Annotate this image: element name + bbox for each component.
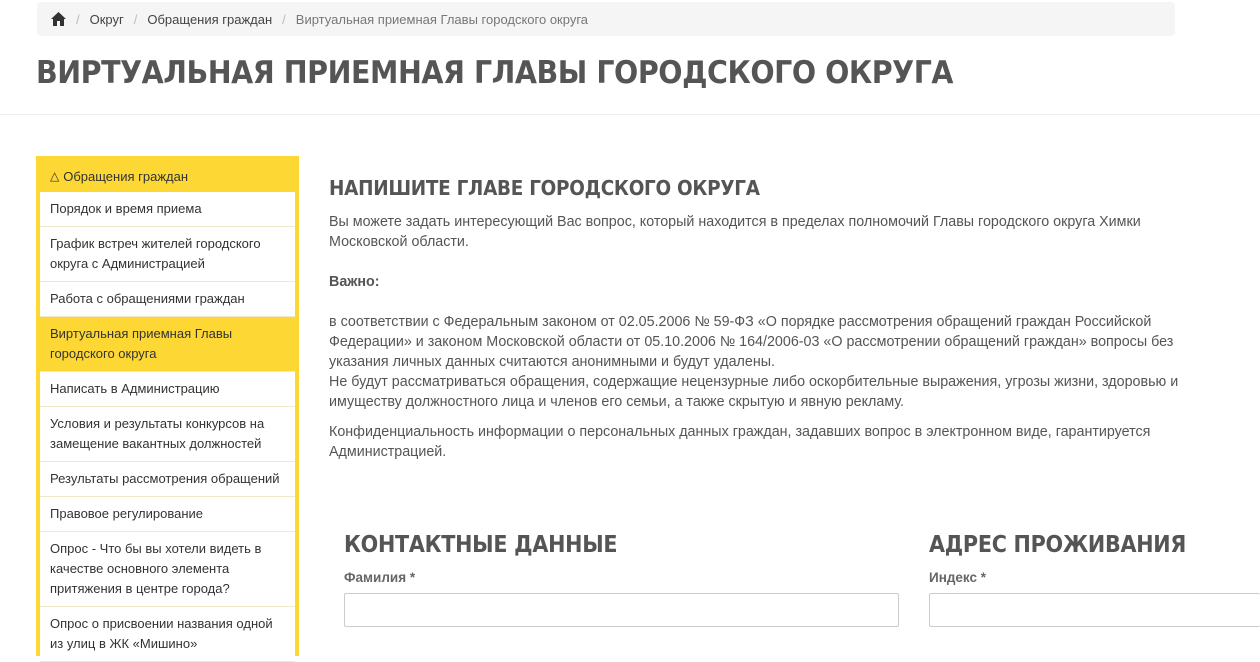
confidentiality-text: Конфиденциальность информации о персональных данных граждан, задавших вопрос в электронном виде, гарантируется Администрацией. — [329, 424, 1151, 460]
sidebar-header[interactable] — [40, 160, 295, 192]
breadcrumb-link-okrug[interactable]: Округ — [89, 11, 124, 27]
address-section-title: АДРЕС ПРОЖИВАНИЯ — [929, 532, 1186, 558]
sidebar-item-napisat[interactable]: Написать в Администрацию — [40, 372, 295, 407]
sidebar-item-konkursy[interactable]: Условия и результаты конкурсов на замещение вакантных должностей — [40, 407, 295, 462]
breadcrumb — [37, 2, 1175, 36]
sidebar-item-opros-mishino[interactable]: Опрос о присвоении названия одной из улиц в ЖК «Мишино» — [40, 607, 295, 662]
breadcrumb-separator: / — [282, 11, 286, 27]
index-label: Индекс * — [929, 570, 987, 585]
sidebar-item-virtualnaya-priemnaya[interactable]: Виртуальная приемная Главы городского округа — [40, 317, 295, 372]
contact-section-title: КОНТАКТНЫЕ ДАННЫЕ — [344, 532, 618, 558]
breadcrumb-current: Виртуальная приемная Главы городского округа — [295, 11, 589, 27]
sidebar-item-poryadok[interactable]: Порядок и время приема — [40, 192, 295, 227]
home-icon[interactable] — [51, 12, 66, 26]
sidebar-item-grafik[interactable]: График встреч жителей городского округа с Администрацией — [40, 227, 295, 282]
breadcrumb-separator: / — [133, 11, 138, 27]
sidebar-item-opros-centr[interactable]: Опрос - Что бы вы хотели видеть в качестве основного элемента притяжения в центре города? — [40, 532, 295, 607]
surname-label: Фамилия * — [344, 570, 416, 585]
index-input[interactable] — [929, 593, 1260, 627]
important-label: Важно: — [329, 274, 380, 290]
sidebar-item-pravovoe[interactable]: Правовое регулирование — [40, 497, 295, 532]
legal-text-2: Не будут рассматриваться обращения, содержащие нецензурные либо оскорбительные выражения, угрозы жизни, здоровью и имуществу должностного лица и членов его семьи, а также скрытую и явную рекламу. — [329, 374, 1179, 410]
sidebar-header-label: Обращения граждан — [63, 168, 189, 184]
title-divider — [0, 114, 1260, 115]
breadcrumb-link-obrashcheniya[interactable]: Обращения граждан — [147, 11, 273, 27]
sidebar-item-rabota[interactable]: Работа с обращениями граждан — [40, 282, 295, 317]
legal-text-1: в соответствии с Федеральным законом от 02.05.2006 № 59-ФЗ «О порядке рассмотрения обращений граждан Российской Федерации» и законом Московской области от 05.10.2006 № 164/2006-03 «О рассмотрении обращений граждан» вопросы без указания личных данных считаются анонимными и будут удалены. — [329, 314, 1174, 370]
main-content — [329, 176, 1179, 460]
content-heading: НАПИШИТЕ ГЛАВЕ ГОРОДСКОГО ОКРУГА — [329, 176, 760, 200]
sidebar-item-rezultaty[interactable]: Результаты рассмотрения обращений — [40, 462, 295, 497]
surname-input[interactable] — [344, 593, 899, 627]
intro-text: Вы можете задать интересующий Вас вопрос, который находится в пределах полномочий Главы городского округа Химки Московской области. — [329, 214, 1141, 250]
sidebar-menu — [40, 192, 295, 662]
sidebar — [36, 156, 299, 656]
page-title: ВИРТУАЛЬНАЯ ПРИЕМНАЯ ГЛАВЫ ГОРОДСКОГО ОКРУГА — [36, 55, 954, 91]
triangle-up-icon: △ — [50, 169, 60, 183]
breadcrumb-separator: / — [76, 11, 80, 27]
legal-notice — [329, 312, 1179, 412]
